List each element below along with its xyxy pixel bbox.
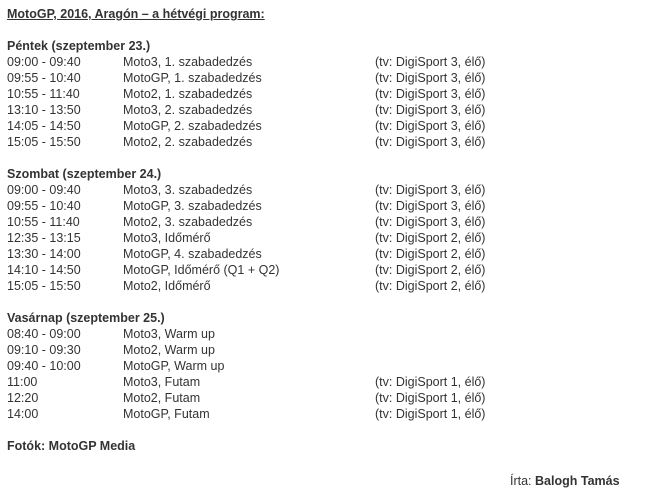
schedule-row [7, 390, 647, 406]
session-time: 12:20 [7, 391, 39, 405]
session-name: Moto3, Futam [123, 375, 201, 389]
session-name: Moto3, 2. szabadedzés [123, 103, 253, 117]
session-name: MotoGP, 2. szabadedzés [123, 119, 262, 133]
session-name: Moto3, 1. szabadedzés [123, 55, 253, 69]
tv-channel: (tv: DigiSport 1, élő) [375, 375, 486, 389]
session-name: Moto2, Időmérő [123, 279, 211, 293]
schedule-row [7, 54, 647, 70]
photo-credit: Fotók: MotoGP Media [7, 439, 136, 453]
tv-channel: (tv: DigiSport 3, élő) [375, 215, 486, 229]
schedule-row [7, 262, 647, 278]
schedule-row [7, 118, 647, 134]
day-heading: Szombat (szeptember 24.) [7, 167, 162, 181]
tv-channel: (tv: DigiSport 2, élő) [375, 247, 486, 261]
program-title: MotoGP, 2016, Aragón – a hétvégi program: [7, 7, 265, 21]
session-name: Moto2, Futam [123, 391, 201, 405]
session-name: Moto2, 2. szabadedzés [123, 135, 253, 149]
session-time: 15:05 - 15:50 [7, 279, 81, 293]
author-label: Írta: [510, 474, 532, 488]
tv-channel: (tv: DigiSport 2, élő) [375, 263, 486, 277]
article-body [7, 6, 647, 454]
session-time: 09:55 - 10:40 [7, 71, 81, 85]
tv-channel: (tv: DigiSport 2, élő) [375, 231, 486, 245]
session-time: 09:00 - 09:40 [7, 55, 81, 69]
day-section [7, 166, 647, 294]
schedule-row [7, 342, 647, 358]
schedule-row [7, 198, 647, 214]
schedule-row [7, 70, 647, 86]
session-name: Moto3, Warm up [123, 327, 215, 341]
session-time: 09:55 - 10:40 [7, 199, 81, 213]
session-name: MotoGP, 1. szabadedzés [123, 71, 262, 85]
session-time: 13:30 - 14:00 [7, 247, 81, 261]
author-name: Balogh Tamás [535, 474, 620, 488]
session-time: 10:55 - 11:40 [7, 87, 80, 101]
session-time: 14:10 - 14:50 [7, 263, 81, 277]
session-name: Moto2, 3. szabadedzés [123, 215, 253, 229]
schedule [7, 38, 647, 422]
tv-channel: (tv: DigiSport 3, élő) [375, 135, 486, 149]
session-time: 13:10 - 13:50 [7, 103, 81, 117]
session-time: 10:55 - 11:40 [7, 215, 80, 229]
session-time: 14:05 - 14:50 [7, 119, 81, 133]
schedule-row [7, 230, 647, 246]
tv-channel: (tv: DigiSport 3, élő) [375, 199, 486, 213]
schedule-row [7, 374, 647, 390]
session-time: 11:00 [7, 375, 38, 389]
session-name: MotoGP, 3. szabadedzés [123, 199, 262, 213]
schedule-row [7, 134, 647, 150]
tv-channel: (tv: DigiSport 3, élő) [375, 103, 486, 117]
session-name: Moto3, 3. szabadedzés [123, 183, 253, 197]
session-name: MotoGP, Warm up [123, 359, 225, 373]
schedule-row [7, 326, 647, 342]
schedule-row [7, 86, 647, 102]
session-time: 09:40 - 10:00 [7, 359, 81, 373]
tv-channel: (tv: DigiSport 2, élő) [375, 279, 486, 293]
schedule-row [7, 246, 647, 262]
session-time: 08:40 - 09:00 [7, 327, 81, 341]
day-section [7, 310, 647, 422]
tv-channel: (tv: DigiSport 3, élő) [375, 119, 486, 133]
day-heading: Péntek (szeptember 23.) [7, 39, 151, 53]
tv-channel: (tv: DigiSport 1, élő) [375, 407, 486, 421]
schedule-row [7, 278, 647, 294]
schedule-row [7, 214, 647, 230]
tv-channel: (tv: DigiSport 3, élő) [375, 87, 486, 101]
day-section [7, 38, 647, 150]
session-name: MotoGP, Időmérő (Q1 + Q2) [123, 263, 280, 277]
tv-channel: (tv: DigiSport 3, élő) [375, 55, 486, 69]
session-name: Moto3, Időmérő [123, 231, 211, 245]
session-time: 09:00 - 09:40 [7, 183, 81, 197]
tv-channel: (tv: DigiSport 3, élő) [375, 183, 486, 197]
session-time: 14:00 [7, 407, 39, 421]
session-time: 15:05 - 15:50 [7, 135, 81, 149]
schedule-row [7, 406, 647, 422]
day-heading: Vasárnap (szeptember 25.) [7, 311, 165, 325]
session-name: Moto2, Warm up [123, 343, 215, 357]
session-name: MotoGP, Futam [123, 407, 210, 421]
session-time: 09:10 - 09:30 [7, 343, 81, 357]
session-time: 12:35 - 13:15 [7, 231, 81, 245]
tv-channel: (tv: DigiSport 3, élő) [375, 71, 486, 85]
schedule-row [7, 182, 647, 198]
session-name: MotoGP, 4. szabadedzés [123, 247, 262, 261]
schedule-row [7, 102, 647, 118]
session-name: Moto2, 1. szabadedzés [123, 87, 253, 101]
author-line [510, 473, 620, 489]
tv-channel: (tv: DigiSport 1, élő) [375, 391, 486, 405]
schedule-row [7, 358, 647, 374]
